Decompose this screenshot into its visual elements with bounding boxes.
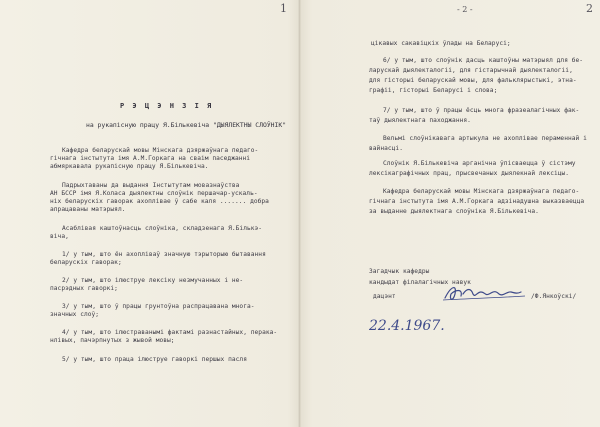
text-line: віча,	[50, 233, 69, 240]
text-line: беларускіх гаворак;	[50, 259, 122, 266]
text-line: графіі, гісторыі Беларусі і слова;	[369, 87, 498, 94]
text-line: цікавых сакавіцкіх ўлады на Беларусі;	[371, 40, 511, 47]
pencil-page-mark-left: 1	[280, 2, 287, 15]
signature-rank: дацэнт	[373, 293, 396, 300]
text-line: Асаблівая каштоўнасць слоўніка, складзенага Я.Бількэ-	[62, 225, 263, 232]
text-line: 6/ у тым, што слоўнік дасць каштоўны матэрыял для бе-	[383, 57, 584, 64]
text-line: АН БССР імя Я.Коласа дыялектны слоўнік першачар-ускаль-	[50, 190, 258, 197]
page-number: - 2 -	[457, 5, 473, 14]
text-line: таў дыялектнага паходжання.	[369, 117, 471, 124]
signature-title: Загадчык кафедры	[369, 268, 430, 275]
signature-name: /Ф.Янкоўскі/	[531, 293, 577, 300]
text-line: 4/ у тым, што ілюстраванымі фактамі разнастайных, перака-	[62, 329, 278, 336]
text-line: апрацаваны матэрыял.	[50, 206, 126, 213]
left-page	[0, 0, 298, 427]
text-line: 3/ у тым, што ў працы грунтоўна распрацавана многа-	[62, 303, 255, 310]
text-line: гічнага інстытута імя А.М.Горкага адзінадушна выказваецца	[369, 198, 585, 205]
handwritten-date: 22.4.1967.	[369, 318, 445, 334]
text-line: вайнасці.	[369, 145, 403, 152]
document-subtitle: на рукапісную працу Я.Бількевіча "ДЫЯЛЕКТНЫ СЛОЎНІК"	[86, 121, 287, 129]
text-line: 5/ у тым, што праца ілюструе гаворкі першых пасля	[62, 356, 247, 363]
text-line: гічнага інстытута імя А.М.Горкага на сваім паседжанні	[50, 155, 251, 162]
text-line: абмяркавала рукапісную працу Я.Бількевіча.	[50, 163, 209, 170]
text-line: Вельмі слоўнікавага артыкула не ахоплівае пераменнай і	[383, 135, 587, 142]
text-line: за выданне дыялектнага слоўніка Я.Бількевіча.	[369, 208, 539, 215]
text-line: 2/ у тым, што ілюструе лексіку незмучанных і не-	[62, 277, 244, 284]
text-line: Кафедра беларускай мовы Мінскага дзяржаўнага педаго-	[62, 147, 259, 154]
text-line: для гісторыі беларускай мовы, для фальклярыстыкі, этна-	[369, 77, 577, 84]
right-page	[301, 0, 600, 427]
text-line: Кафедра беларускай мовы Мінскага дзяржаўнага педаго-	[383, 188, 580, 195]
text-line: Слоўнік Я.Бількевіча арганічна ўпісваецца ў сістэму	[383, 160, 576, 167]
handwritten-signature	[441, 282, 531, 304]
document-title: Р Э Ц Э Н З І Я	[120, 102, 214, 110]
signature-degree: кандыдат філалагічных навук	[369, 279, 471, 286]
text-line: лексікаграфічных прац, прысвечаных дыялекнай лексіцы.	[369, 170, 570, 177]
text-line: нлівых, пачэрпнутых з жывой мовы;	[50, 337, 175, 344]
text-line: 7/ у тым, што ў працы ёсць многа фразеалагічных фак-	[383, 107, 580, 114]
text-line: ларускай дыялекталогіі, для гістарычнай дыялекталогіі,	[369, 67, 573, 74]
text-line: пасрэдных гаворкі;	[50, 285, 118, 292]
text-line: значных слоў;	[50, 311, 100, 318]
pencil-page-mark-right: 2	[586, 2, 593, 15]
text-line: 1/ у тым, што ён ахопліваў значную тэрыторыю бытавання	[62, 251, 266, 258]
text-line: ніх беларускіх гаворак ахоплівае ў сабе каля ....... добра	[50, 198, 269, 205]
text-line: Падрыхтаваны да выдання Інстытутам мовазнаўства	[62, 182, 240, 189]
